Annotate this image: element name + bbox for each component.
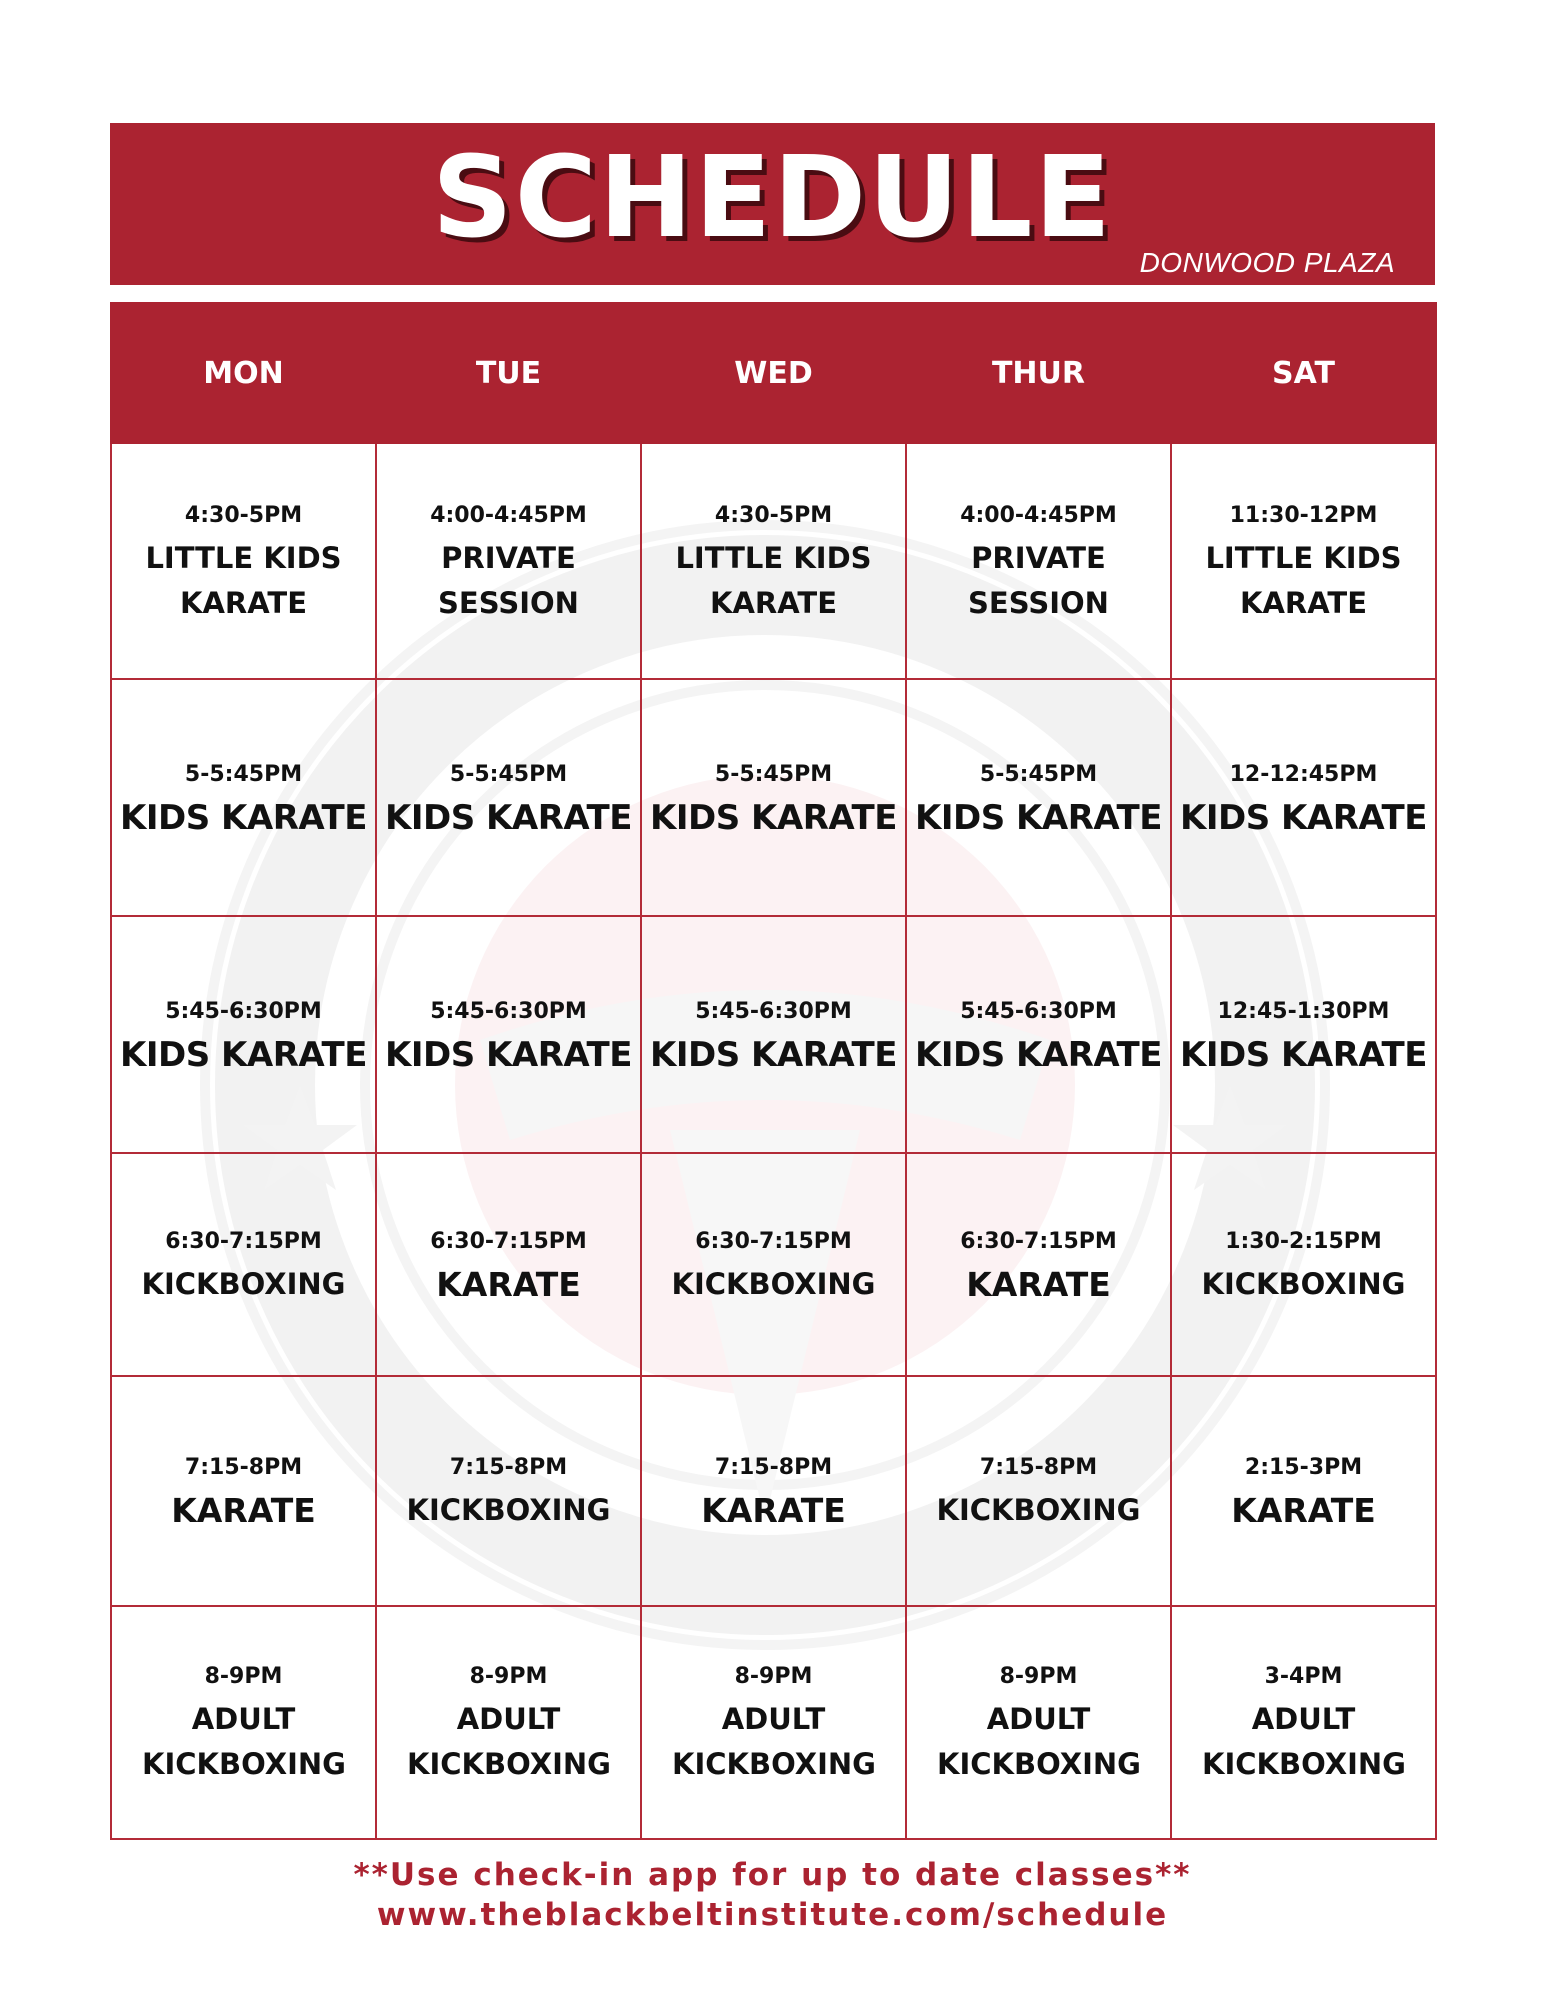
class-time: 5-5:45PM <box>714 761 833 787</box>
class-time: 12:45-1:30PM <box>1217 998 1390 1024</box>
class-cell <box>906 1606 1171 1839</box>
class-time: 8-9PM <box>204 1664 283 1690</box>
class-name: ADULT KICKBOXING <box>407 1702 611 1782</box>
class-cell <box>1171 916 1436 1153</box>
class-cell <box>376 443 641 679</box>
class-cell <box>906 443 1171 679</box>
class-name: ADULT KICKBOXING <box>1202 1702 1406 1782</box>
footer-url-link[interactable]: www.theblackbeltinstitute.com/schedule <box>376 1897 1169 1933</box>
class-name: KARATE <box>701 1490 846 1530</box>
class-cell <box>111 443 376 679</box>
class-name: KARATE <box>966 1264 1111 1304</box>
class-cell <box>641 1376 906 1606</box>
class-name: KIDS KARATE <box>650 797 897 838</box>
day-header-thur: THUR <box>906 303 1171 443</box>
class-name: LITTLE KIDS KARATE <box>145 541 342 621</box>
location-label: DONWOOD PLAZA <box>1139 247 1395 278</box>
class-name: KICKBOXING <box>671 1267 876 1302</box>
class-name: LITTLE KIDS KARATE <box>675 541 872 621</box>
class-name: KIDS KARATE <box>385 1034 632 1075</box>
schedule-table <box>110 302 1437 1840</box>
class-cell <box>641 1606 906 1839</box>
table-row <box>111 443 1436 679</box>
class-time: 5:45-6:30PM <box>165 998 322 1024</box>
class-name: KARATE <box>436 1264 581 1304</box>
table-row <box>111 1376 1436 1606</box>
class-time: 1:30-2:15PM <box>1225 1229 1382 1255</box>
class-cell <box>111 1153 376 1375</box>
class-time: 11:30-12PM <box>1229 503 1378 529</box>
class-time: 5-5:45PM <box>449 761 568 787</box>
day-header-tue: TUE <box>376 303 641 443</box>
class-cell <box>906 1376 1171 1606</box>
class-name: KIDS KARATE <box>915 1034 1162 1075</box>
class-name: KIDS KARATE <box>915 797 1162 838</box>
class-time: 8-9PM <box>469 1664 548 1690</box>
class-time: 4:00-4:45PM <box>960 503 1117 529</box>
class-time: 8-9PM <box>999 1664 1078 1690</box>
class-cell <box>376 916 641 1153</box>
class-cell <box>641 1153 906 1375</box>
class-name: KIDS KARATE <box>120 1034 367 1075</box>
class-time: 5:45-6:30PM <box>695 998 852 1024</box>
class-time: 2:15-3PM <box>1244 1454 1363 1480</box>
class-name: PRIVATE SESSION <box>438 541 579 621</box>
class-time: 3-4PM <box>1264 1664 1343 1690</box>
class-cell <box>376 679 641 916</box>
footer-note: **Use check-in app for up to date classes** <box>353 1857 1192 1893</box>
class-time: 6:30-7:15PM <box>695 1229 852 1255</box>
class-cell <box>1171 1606 1436 1839</box>
table-row <box>111 916 1436 1153</box>
class-name: KARATE <box>1231 1490 1376 1530</box>
class-time: 4:30-5PM <box>714 503 833 529</box>
class-time: 5-5:45PM <box>184 761 303 787</box>
class-time: 7:15-8PM <box>184 1454 303 1480</box>
class-time: 4:30-5PM <box>184 503 303 529</box>
class-cell <box>376 1376 641 1606</box>
class-name: KIDS KARATE <box>120 797 367 838</box>
class-cell <box>906 916 1171 1153</box>
class-name: KIDS KARATE <box>385 797 632 838</box>
class-time: 6:30-7:15PM <box>430 1228 587 1254</box>
class-name: LITTLE KIDS KARATE <box>1205 541 1402 621</box>
class-time: 4:00-4:45PM <box>430 503 587 529</box>
class-time: 12-12:45PM <box>1229 761 1378 787</box>
class-time: 6:30-7:15PM <box>165 1229 322 1255</box>
class-name: KARATE <box>171 1490 316 1530</box>
class-name: ADULT KICKBOXING <box>142 1702 346 1782</box>
class-time: 5-5:45PM <box>979 761 1098 787</box>
day-header-mon: MON <box>111 303 376 443</box>
class-name: KICKBOXING <box>936 1493 1141 1528</box>
class-name: KIDS KARATE <box>650 1034 897 1075</box>
table-row <box>111 1606 1436 1839</box>
day-header-sat: SAT <box>1171 303 1436 443</box>
class-name: KICKBOXING <box>1201 1267 1406 1302</box>
class-cell <box>376 1153 641 1375</box>
class-name: KICKBOXING <box>406 1493 611 1528</box>
class-time: 7:15-8PM <box>979 1455 1098 1481</box>
class-cell <box>1171 443 1436 679</box>
class-cell <box>1171 1153 1436 1375</box>
class-name: PRIVATE SESSION <box>968 541 1109 621</box>
class-cell <box>641 443 906 679</box>
day-header-wed: WED <box>641 303 906 443</box>
class-time: 5:45-6:30PM <box>960 998 1117 1024</box>
class-cell <box>641 679 906 916</box>
class-cell <box>111 1606 376 1839</box>
class-cell <box>111 1376 376 1606</box>
class-name: ADULT KICKBOXING <box>672 1702 876 1782</box>
day-header-row <box>111 303 1436 443</box>
class-cell <box>1171 679 1436 916</box>
class-cell <box>641 916 906 1153</box>
class-time: 7:15-8PM <box>714 1454 833 1480</box>
class-cell <box>1171 1376 1436 1606</box>
header-banner <box>110 123 1435 285</box>
class-cell <box>111 916 376 1153</box>
class-cell <box>906 1153 1171 1375</box>
class-time: 8-9PM <box>734 1664 813 1690</box>
table-row <box>111 1153 1436 1375</box>
class-name: KIDS KARATE <box>1180 797 1427 838</box>
class-time: 5:45-6:30PM <box>430 998 587 1024</box>
class-name: KICKBOXING <box>141 1267 346 1302</box>
class-name: ADULT KICKBOXING <box>937 1702 1141 1782</box>
table-row <box>111 679 1436 916</box>
class-cell <box>111 679 376 916</box>
class-time: 6:30-7:15PM <box>960 1228 1117 1254</box>
page-title: SCHEDULE <box>432 133 1113 263</box>
class-cell <box>376 1606 641 1839</box>
class-name: KIDS KARATE <box>1180 1034 1427 1075</box>
class-cell <box>906 679 1171 916</box>
class-time: 7:15-8PM <box>449 1455 568 1481</box>
